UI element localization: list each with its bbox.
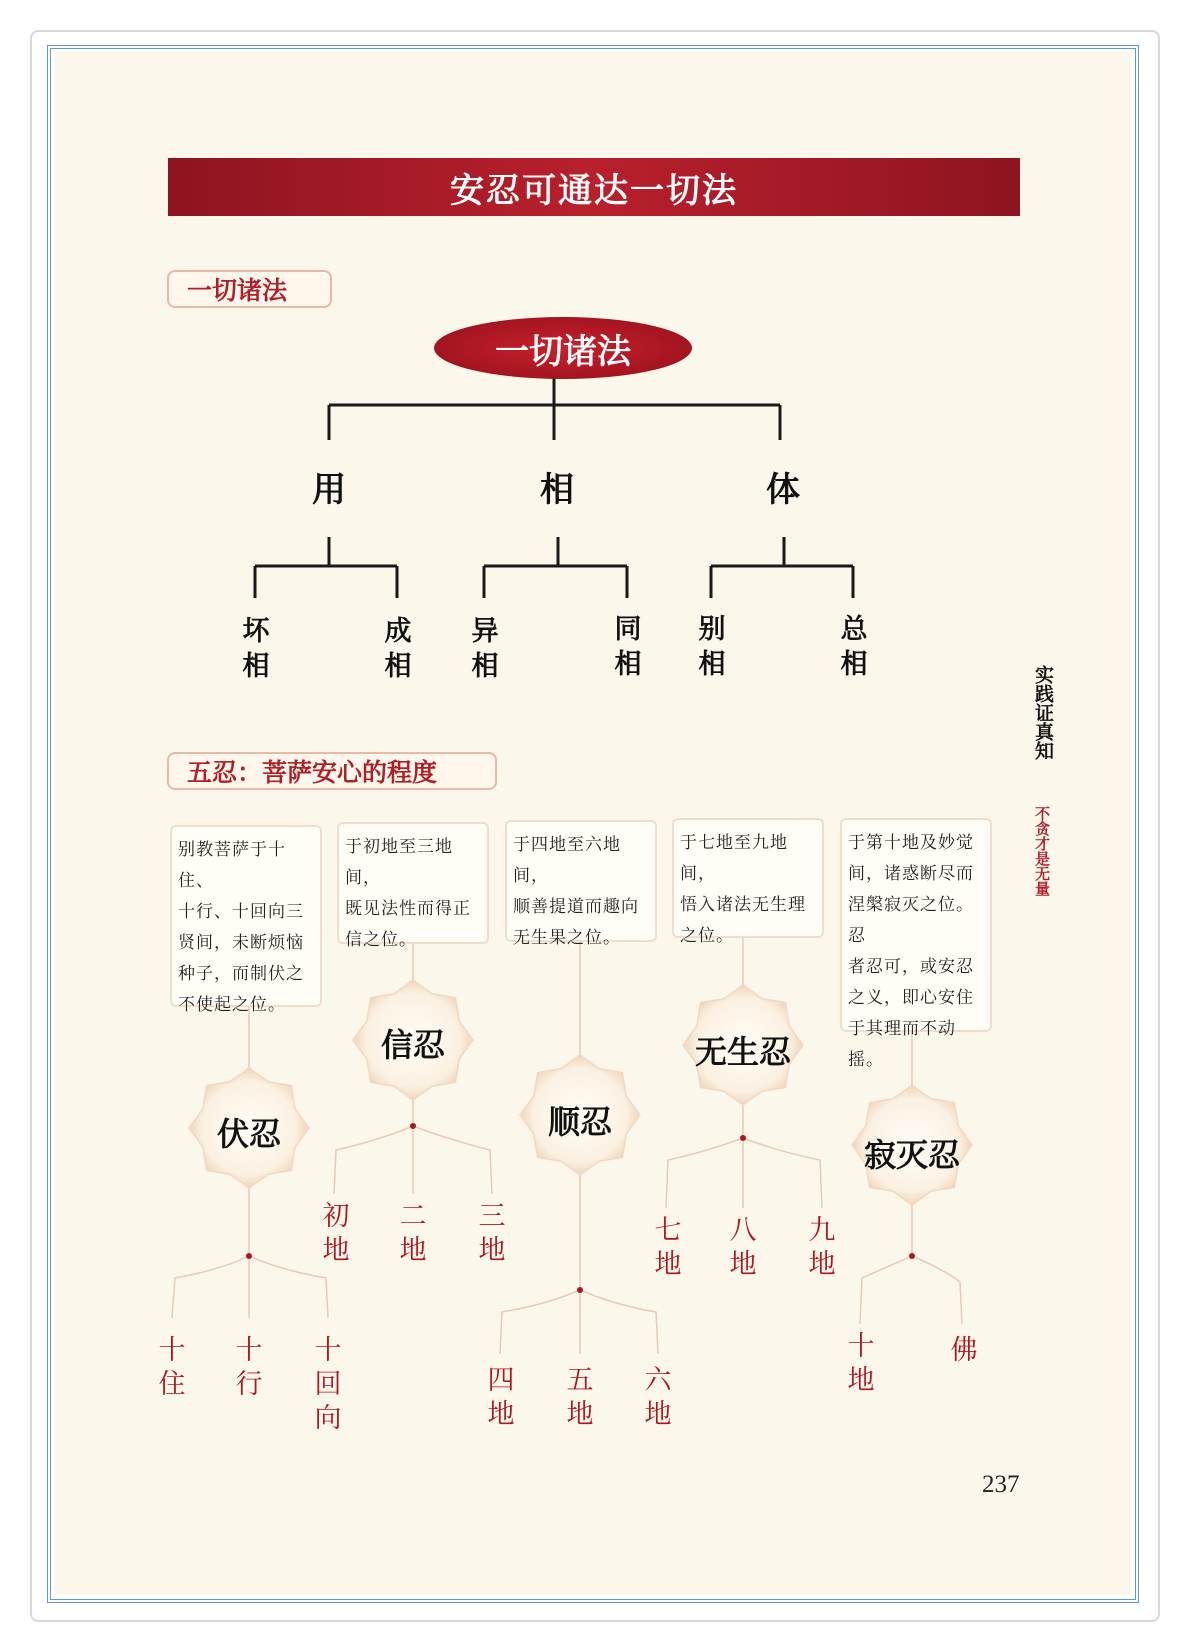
level-label: 二地 xyxy=(399,1201,427,1266)
level-label: 初地 xyxy=(322,1201,350,1266)
desc-line: 信之位。 xyxy=(345,930,417,950)
leaf-node: 异相 xyxy=(471,616,499,682)
desc-line: 既见法性而得正 xyxy=(345,899,471,919)
level-label: 五地 xyxy=(566,1365,594,1430)
level-label: 十地 xyxy=(847,1331,875,1396)
stage-badge-label: 伏忍 xyxy=(216,1115,281,1153)
leaf-node: 总相 xyxy=(840,614,868,680)
level-label: 十行 xyxy=(235,1335,263,1400)
level-label: 四地 xyxy=(487,1365,515,1430)
level-label: 十住 xyxy=(158,1335,186,1400)
desc-line: 之义，即心安住 xyxy=(848,988,974,1008)
desc-line: 涅槃寂灭之位。忍 xyxy=(848,895,974,946)
level-label: 八地 xyxy=(729,1215,757,1280)
leaf-node: 成相 xyxy=(384,616,412,682)
leaf-node: 坏相 xyxy=(242,616,270,682)
level-label: 九地 xyxy=(808,1215,836,1280)
desc-line: 贤间，未断烦恼 xyxy=(178,933,304,953)
root-node: 一切诸法 xyxy=(434,317,692,379)
stage-description-box xyxy=(840,818,992,1070)
page-number: 237 xyxy=(982,1471,1020,1498)
desc-line: 者忍可，或安忍 xyxy=(848,957,974,977)
desc-line: 于七地至九地间， xyxy=(680,833,788,884)
level-label: 佛 xyxy=(950,1335,978,1366)
desc-line: 于其理而不动摇。 xyxy=(848,1019,956,1070)
desc-line: 别教菩萨于十住、 xyxy=(178,840,286,891)
desc-line: 悟入诸法无生理 xyxy=(680,895,806,915)
stage-description-box xyxy=(337,822,489,950)
level-label: 十回向 xyxy=(314,1335,342,1434)
stage-description-box xyxy=(505,820,657,948)
chapter-label: 实践证真知 xyxy=(1032,665,1054,760)
stage-description-box xyxy=(170,825,322,1015)
desc-line: 于四地至六地间， xyxy=(513,835,621,886)
level-label: 七地 xyxy=(654,1215,682,1280)
leaf-node: 同相 xyxy=(614,614,642,680)
section-tag-five-patiences: 五忍：菩萨安心的程度 xyxy=(167,752,497,790)
stage-badge-label: 无生忍 xyxy=(694,1033,791,1071)
motto-label: 不贪才是无量 xyxy=(1033,806,1051,896)
desc-line: 种子，而制伏之 xyxy=(178,964,304,984)
stage-description-box xyxy=(672,818,824,946)
desc-line: 之位。 xyxy=(680,926,734,946)
desc-line: 不使起之位。 xyxy=(178,995,286,1015)
desc-line: 无生果之位。 xyxy=(513,928,621,948)
branch-label-use: 用 xyxy=(312,470,346,510)
section-tag-all-dharmas: 一切诸法 xyxy=(167,270,332,308)
level-label: 六地 xyxy=(644,1365,672,1430)
branch-label-essence: 体 xyxy=(766,470,800,510)
desc-line: 间，诸惑断尽而 xyxy=(848,864,974,884)
desc-line: 十行、十回向三 xyxy=(178,902,304,922)
page-title: 安忍可通达一切法 xyxy=(168,158,1020,216)
stage-badge-label: 寂灭忍 xyxy=(863,1136,960,1174)
level-label: 三地 xyxy=(478,1201,506,1266)
branch-label-aspect: 相 xyxy=(540,470,574,510)
stage-badge-label: 顺忍 xyxy=(547,1103,612,1141)
leaf-node: 别相 xyxy=(698,614,726,680)
desc-line: 顺善提道而趣向 xyxy=(513,897,639,917)
desc-line: 于初地至三地间， xyxy=(345,837,453,888)
stage-badge-label: 信忍 xyxy=(380,1026,445,1064)
desc-line: 于第十地及妙觉 xyxy=(848,833,974,853)
